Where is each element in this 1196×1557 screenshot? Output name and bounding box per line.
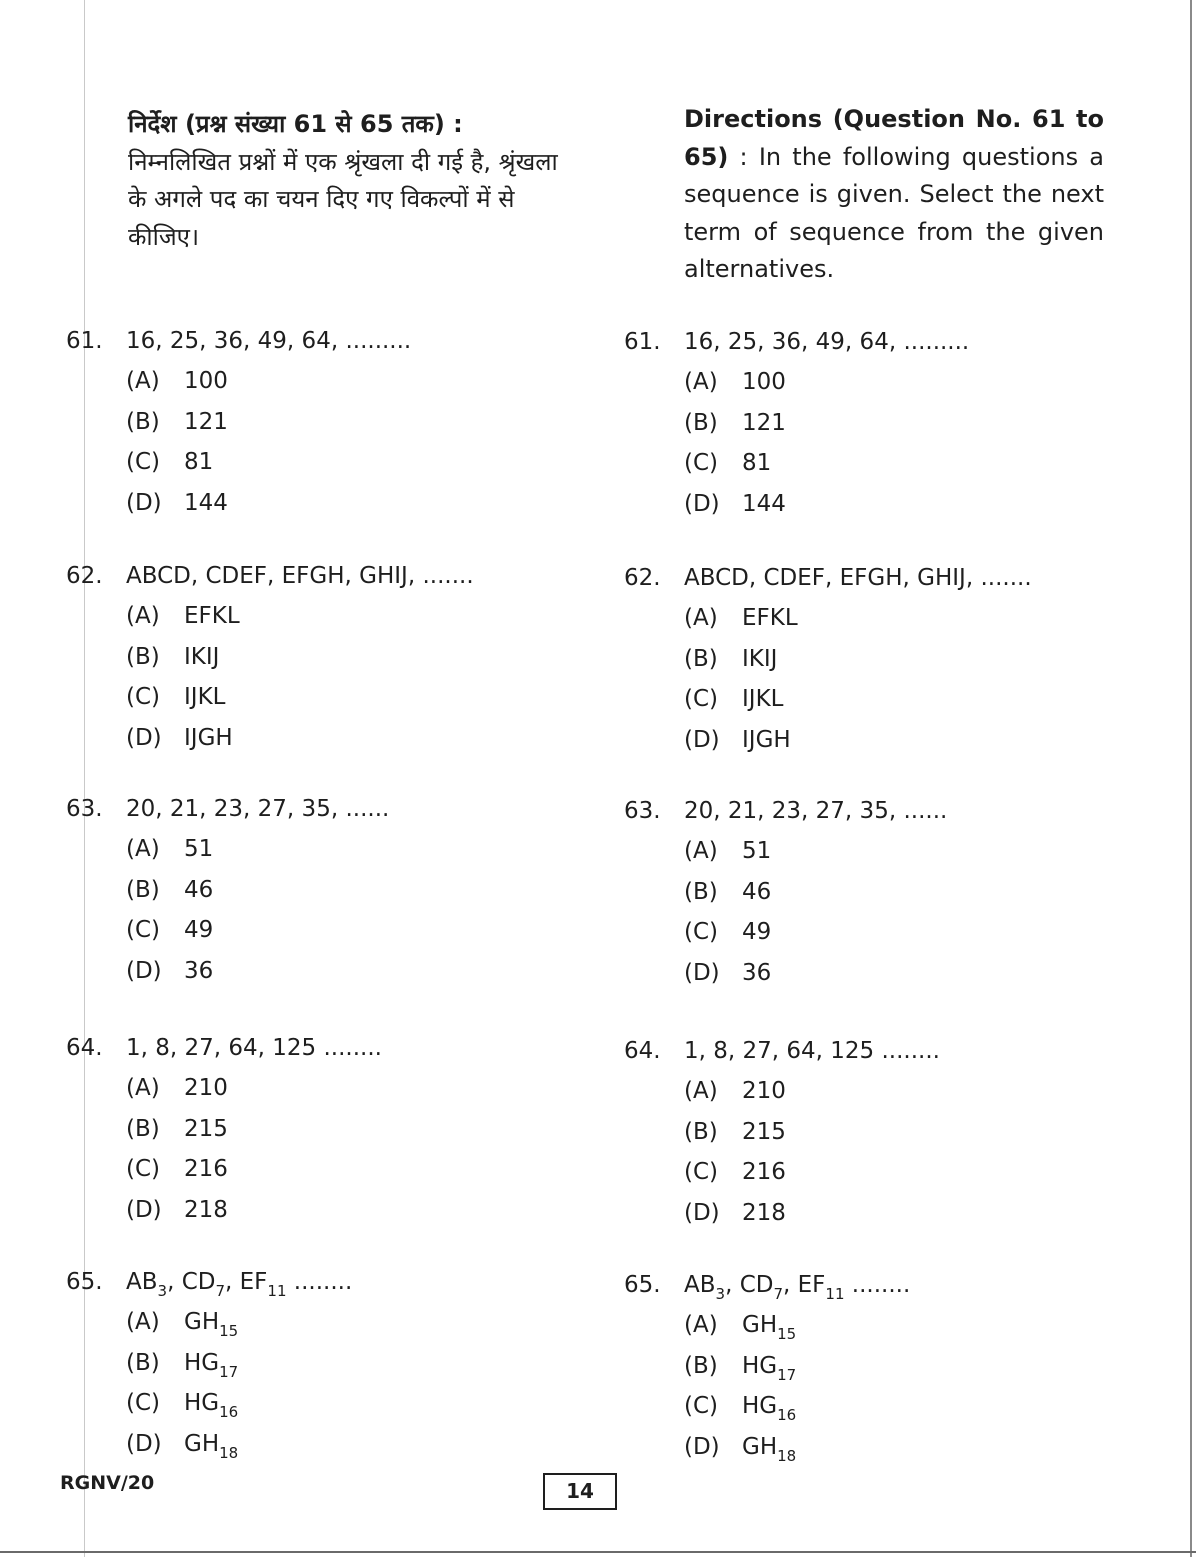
question-sequence: 20, 21, 23, 27, 35, ...... — [126, 796, 390, 822]
sequence-term-subscript: 3 — [715, 1285, 726, 1303]
option-text: 49 — [184, 917, 214, 943]
question-line — [66, 1028, 382, 1068]
option-label: (C) — [126, 917, 161, 943]
sequence-term: AB — [684, 1272, 716, 1298]
option-subscript: 15 — [777, 1325, 797, 1343]
option-label: (A) — [126, 603, 160, 629]
option-d — [624, 484, 969, 525]
question-line — [624, 322, 969, 362]
question-62 — [624, 558, 1032, 760]
question-number: 65. — [66, 1269, 103, 1295]
english-directions — [684, 101, 1104, 289]
option-d — [624, 1427, 910, 1468]
question-number: 63. — [624, 798, 661, 824]
option-b — [66, 1343, 352, 1384]
bottom-rule — [0, 1551, 1196, 1553]
question-number: 64. — [66, 1035, 103, 1061]
question-line — [66, 556, 474, 596]
option-label: (B) — [684, 645, 718, 672]
option-text: HG — [184, 1390, 220, 1416]
option-label: (B) — [126, 408, 160, 435]
sequence-term-subscript: 11 — [825, 1285, 845, 1303]
option-text: 215 — [184, 1115, 228, 1142]
option-label: (B) — [126, 876, 160, 903]
question-65 — [66, 1262, 352, 1464]
option-c — [66, 1149, 382, 1190]
question-sequence: 1, 8, 27, 64, 125 ........ — [126, 1035, 382, 1061]
option-label: (A) — [684, 838, 718, 864]
option-b — [624, 639, 1032, 680]
question-line — [66, 321, 411, 361]
option-text: 121 — [184, 408, 228, 435]
option-label: (A) — [126, 368, 160, 394]
sequence-term: CD — [181, 1269, 216, 1295]
option-label: (A) — [684, 1078, 718, 1104]
option-label: (B) — [684, 409, 718, 436]
option-label: (A) — [126, 1075, 160, 1101]
option-label: (C) — [126, 1156, 161, 1182]
option-label: (B) — [684, 878, 718, 905]
question-sequence — [684, 1272, 911, 1303]
option-text: GH — [184, 1309, 220, 1335]
option-a — [66, 361, 411, 402]
option-d — [624, 1193, 940, 1234]
option-c — [66, 910, 389, 951]
option-label: (D) — [684, 1433, 720, 1460]
option-c — [624, 679, 1032, 720]
option-text: 215 — [742, 1118, 786, 1145]
option-text: IKIJ — [742, 645, 778, 672]
page-number: 14 — [543, 1473, 617, 1510]
question-63 — [624, 791, 947, 993]
sequence-separator: , — [783, 1272, 798, 1298]
option-label: (A) — [684, 605, 718, 631]
option-text: IJKL — [184, 684, 226, 710]
option-label: (B) — [126, 643, 160, 670]
option-b — [66, 1109, 382, 1150]
option-label: (D) — [126, 724, 162, 751]
option-text: IJKL — [742, 686, 784, 712]
option-text: 218 — [184, 1196, 228, 1223]
option-text: 81 — [742, 450, 772, 476]
option-label: (D) — [126, 1196, 162, 1223]
option-text: EFKL — [184, 603, 240, 629]
question-65 — [624, 1265, 910, 1467]
question-number: 65. — [624, 1272, 661, 1298]
question-61 — [624, 322, 969, 524]
sequence-separator: , — [167, 1269, 182, 1295]
question-63 — [66, 789, 389, 991]
option-d — [66, 1424, 352, 1465]
option-b — [66, 870, 389, 911]
option-a — [624, 831, 947, 872]
option-text: IKIJ — [184, 643, 220, 670]
option-label: (B) — [126, 1115, 160, 1142]
option-text: 216 — [184, 1156, 228, 1182]
option-label: (B) — [684, 1118, 718, 1145]
hindi-directions — [128, 106, 568, 256]
option-text: 81 — [184, 449, 214, 475]
option-subscript: 16 — [777, 1406, 797, 1424]
option-label: (C) — [684, 686, 719, 712]
option-label: (C) — [684, 450, 719, 476]
option-label: (B) — [126, 1349, 160, 1376]
sequence-term-subscript: 7 — [215, 1282, 226, 1300]
option-b — [624, 1112, 940, 1153]
option-text: GH — [742, 1312, 778, 1338]
option-b — [624, 872, 947, 913]
option-label: (D) — [684, 726, 720, 753]
option-text: EFKL — [742, 605, 798, 631]
paper-code: RGNV/20 — [60, 1472, 155, 1494]
option-subscript: 16 — [219, 1403, 239, 1421]
option-text: 144 — [742, 490, 786, 517]
english-directions-heading: Directions (Question No. 61 to 65) — [684, 105, 1104, 171]
question-line — [624, 1265, 910, 1305]
option-text: HG — [742, 1393, 778, 1419]
sequence-separator: ........ — [844, 1272, 911, 1298]
option-label: (D) — [684, 1199, 720, 1226]
option-label: (C) — [126, 449, 161, 475]
question-62 — [66, 556, 474, 758]
option-a — [66, 1302, 352, 1343]
option-a — [624, 1071, 940, 1112]
option-b — [66, 637, 474, 678]
option-label: (A) — [126, 1309, 160, 1335]
option-a — [624, 598, 1032, 639]
sequence-separator: , — [725, 1272, 740, 1298]
option-label: (A) — [126, 836, 160, 862]
question-line — [624, 558, 1032, 598]
option-b — [624, 403, 969, 444]
option-text: 36 — [184, 957, 214, 984]
option-d — [66, 1190, 382, 1231]
option-label: (A) — [684, 1312, 718, 1338]
option-d — [66, 718, 474, 759]
question-number: 64. — [624, 1038, 661, 1064]
page-edge — [1190, 0, 1192, 1557]
question-line — [624, 791, 947, 831]
option-d — [66, 483, 411, 524]
option-label: (C) — [684, 1393, 719, 1419]
sequence-term: CD — [739, 1272, 774, 1298]
question-64 — [624, 1031, 940, 1233]
option-text: 144 — [184, 489, 228, 516]
option-text: 46 — [184, 876, 214, 903]
sequence-term-subscript: 3 — [157, 1282, 168, 1300]
option-text: HG — [184, 1349, 220, 1376]
question-sequence: 16, 25, 36, 49, 64, ......... — [126, 328, 412, 354]
question-64 — [66, 1028, 382, 1230]
question-number: 62. — [624, 565, 661, 591]
option-subscript: 15 — [219, 1322, 239, 1340]
option-text: 51 — [184, 836, 214, 862]
option-label: (D) — [684, 959, 720, 986]
option-text: 100 — [742, 369, 786, 395]
option-label: (D) — [126, 489, 162, 516]
question-line — [66, 1262, 352, 1302]
option-a — [624, 1305, 910, 1346]
option-a — [66, 829, 389, 870]
option-label: (C) — [126, 684, 161, 710]
option-subscript: 17 — [777, 1365, 797, 1384]
option-text: GH — [742, 1433, 778, 1460]
option-a — [66, 1068, 382, 1109]
option-label: (A) — [684, 369, 718, 395]
question-line — [624, 1031, 940, 1071]
option-label: (D) — [684, 490, 720, 517]
option-a — [624, 362, 969, 403]
sequence-term: EF — [797, 1272, 826, 1298]
option-text: 210 — [184, 1075, 228, 1101]
option-label: (D) — [126, 1430, 162, 1457]
sequence-term: EF — [239, 1269, 268, 1295]
option-text: 218 — [742, 1199, 786, 1226]
question-number: 61. — [66, 328, 103, 354]
option-subscript: 18 — [777, 1446, 797, 1465]
option-c — [624, 1386, 910, 1427]
english-directions-text: : In the following questions a sequence is given. Select the next term of sequence from the given alternatives. — [684, 142, 1104, 283]
question-sequence: 16, 25, 36, 49, 64, ......... — [684, 329, 970, 355]
option-label: (C) — [126, 1390, 161, 1416]
option-text: HG — [742, 1352, 778, 1379]
sequence-term-subscript: 7 — [773, 1285, 784, 1303]
option-text: 121 — [742, 409, 786, 436]
question-sequence: 1, 8, 27, 64, 125 ........ — [684, 1038, 940, 1064]
option-text: IJGH — [184, 724, 233, 751]
option-b — [624, 1346, 910, 1387]
question-sequence — [126, 1269, 353, 1300]
option-d — [624, 953, 947, 994]
option-c — [624, 912, 947, 953]
question-line — [66, 789, 389, 829]
option-label: (C) — [684, 919, 719, 945]
option-c — [66, 1383, 352, 1424]
question-sequence: ABCD, CDEF, EFGH, GHIJ, ....... — [126, 563, 474, 589]
sequence-separator: ........ — [286, 1269, 353, 1295]
option-text: 46 — [742, 878, 772, 905]
option-b — [66, 402, 411, 443]
option-label: (B) — [684, 1352, 718, 1379]
question-number: 61. — [624, 329, 661, 355]
option-c — [624, 1152, 940, 1193]
option-label: (D) — [126, 957, 162, 984]
question-61 — [66, 321, 411, 523]
sequence-term-subscript: 11 — [267, 1282, 287, 1300]
question-number: 63. — [66, 796, 103, 822]
hindi-directions-text: निम्नलिखित प्रश्नों में एक श्रृंखला दी गई है, श्रृंखला के अगले पद का चयन दिए गए विकल्पों में से कीजिए। — [128, 147, 558, 251]
option-text: IJGH — [742, 726, 791, 753]
option-subscript: 18 — [219, 1443, 239, 1462]
question-sequence: 20, 21, 23, 27, 35, ...... — [684, 798, 948, 824]
option-text: GH — [184, 1430, 220, 1457]
option-text: 51 — [742, 838, 772, 864]
hindi-directions-heading: निर्देश (प्रश्न संख्या 61 से 65 तक) : — [128, 110, 463, 138]
option-label: (C) — [684, 1159, 719, 1185]
option-c — [66, 442, 411, 483]
option-text: 49 — [742, 919, 772, 945]
question-number: 62. — [66, 563, 103, 589]
option-text: 216 — [742, 1159, 786, 1185]
question-sequence: ABCD, CDEF, EFGH, GHIJ, ....... — [684, 565, 1032, 591]
option-d — [66, 951, 389, 992]
sequence-separator: , — [225, 1269, 240, 1295]
option-c — [624, 443, 969, 484]
sequence-term: AB — [126, 1269, 158, 1295]
option-text: 36 — [742, 959, 772, 986]
option-text: 210 — [742, 1078, 786, 1104]
option-text: 100 — [184, 368, 228, 394]
option-subscript: 17 — [219, 1362, 239, 1381]
option-a — [66, 596, 474, 637]
option-d — [624, 720, 1032, 761]
option-c — [66, 677, 474, 718]
